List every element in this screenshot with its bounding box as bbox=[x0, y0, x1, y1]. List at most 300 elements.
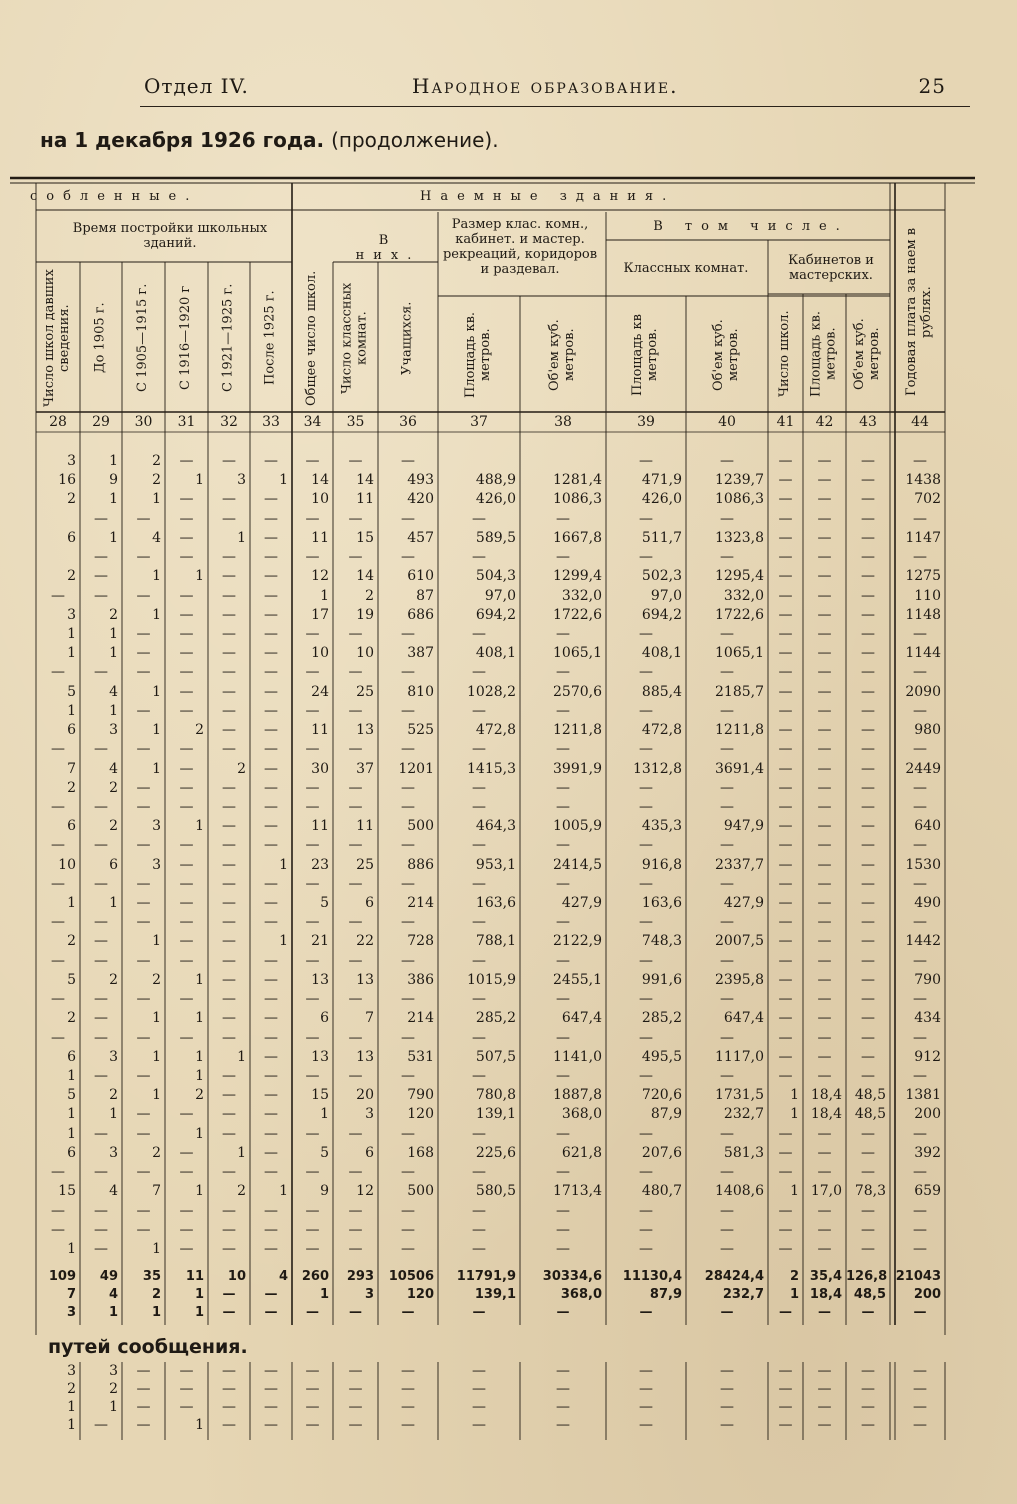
table-cell: 1028,2 bbox=[467, 684, 516, 700]
table-cell: — bbox=[264, 1417, 278, 1433]
table-cell: 4 bbox=[108, 1287, 118, 1302]
table-row bbox=[0, 932, 1017, 950]
table-cell: — bbox=[861, 1241, 875, 1257]
table-cell: — bbox=[817, 453, 832, 469]
column-label: Об'ем куб. метров. bbox=[852, 318, 882, 390]
table-cell: 1 bbox=[109, 626, 118, 642]
table-cell: — bbox=[305, 511, 320, 527]
table-cell: — bbox=[348, 703, 363, 719]
table-cell: — bbox=[264, 1287, 278, 1302]
table-cell: 3 bbox=[109, 1363, 118, 1379]
table-row bbox=[0, 683, 1017, 701]
table-cell: 4 bbox=[152, 530, 161, 546]
table-cell: — bbox=[51, 914, 65, 930]
table-cell: — bbox=[639, 453, 653, 469]
table-cell: — bbox=[817, 588, 832, 604]
table-row bbox=[0, 663, 1017, 681]
column-number: 36 bbox=[399, 414, 417, 430]
table-cell: 1887,8 bbox=[553, 1087, 602, 1103]
table-cell: 694,2 bbox=[475, 607, 516, 623]
table-cell: — bbox=[778, 1241, 793, 1257]
table-cell: — bbox=[778, 722, 793, 738]
table-cell: — bbox=[401, 876, 415, 892]
table-cell: — bbox=[913, 876, 927, 892]
table-cell: 435,3 bbox=[641, 818, 682, 834]
table-cell: 1 bbox=[152, 1010, 161, 1026]
table-cell: — bbox=[861, 780, 875, 796]
table-cell: — bbox=[639, 1126, 653, 1142]
table-cell: — bbox=[720, 626, 734, 642]
table-cell: 7 bbox=[365, 1010, 374, 1026]
table-cell: — bbox=[136, 645, 151, 661]
table-cell: — bbox=[401, 780, 415, 796]
column-label: Общее число школ. bbox=[304, 270, 320, 406]
table-cell: 912 bbox=[914, 1049, 941, 1065]
table-cell: 3 bbox=[364, 1287, 374, 1302]
table-cell: — bbox=[264, 684, 278, 700]
table-cell: — bbox=[401, 1030, 415, 1046]
table-cell: — bbox=[136, 895, 151, 911]
table-cell: 368,0 bbox=[561, 1106, 602, 1122]
table-cell: — bbox=[720, 1363, 734, 1379]
column-number: 28 bbox=[49, 414, 67, 430]
table-cell: — bbox=[720, 1030, 734, 1046]
table-cell: — bbox=[817, 1417, 832, 1433]
table-cell: 580,5 bbox=[475, 1183, 516, 1199]
table-cell: — bbox=[264, 741, 278, 757]
table-cell: 1 bbox=[195, 1049, 204, 1065]
table-cell: — bbox=[348, 549, 363, 565]
table-cell: — bbox=[556, 1068, 570, 1084]
table-cell: — bbox=[401, 837, 415, 853]
table-cell: — bbox=[556, 953, 570, 969]
column-number: 37 bbox=[470, 414, 488, 430]
column-label: Число школ давших сведения. bbox=[42, 269, 72, 407]
table-cell: 293 bbox=[346, 1269, 374, 1284]
table-cell: 200 bbox=[914, 1106, 941, 1122]
table-cell: 1281,4 bbox=[553, 472, 602, 488]
table-cell: 1 bbox=[237, 530, 246, 546]
table-cell: — bbox=[401, 1305, 415, 1320]
table-cell: — bbox=[348, 780, 363, 796]
table-cell: — bbox=[94, 1417, 108, 1433]
table-cell: 472,8 bbox=[641, 722, 682, 738]
table-cell: — bbox=[94, 1241, 108, 1257]
table-cell: — bbox=[222, 1087, 236, 1103]
table-cell: 720,6 bbox=[641, 1087, 682, 1103]
column-label: Площадь кв метров. bbox=[630, 314, 660, 396]
table-cell: — bbox=[51, 1222, 65, 1238]
table-cell: — bbox=[348, 1417, 363, 1433]
table-cell: — bbox=[222, 626, 236, 642]
table-cell: — bbox=[264, 588, 278, 604]
table-cell: 2090 bbox=[905, 684, 941, 700]
table-cell: 1 bbox=[109, 530, 118, 546]
table-cell: 7 bbox=[67, 761, 76, 777]
table-cell: — bbox=[348, 837, 363, 853]
table-cell: 6 bbox=[109, 857, 118, 873]
table-cell: 1 bbox=[109, 895, 118, 911]
table-cell: — bbox=[136, 588, 151, 604]
table-cell: 1 bbox=[109, 703, 118, 719]
table-cell: — bbox=[817, 1363, 832, 1379]
table-cell: 48,5 bbox=[853, 1287, 886, 1302]
table-cell: — bbox=[136, 914, 151, 930]
table-cell: 1015,9 bbox=[467, 972, 516, 988]
total-row bbox=[0, 1286, 1017, 1304]
table-cell: 5 bbox=[67, 972, 76, 988]
table-cell: 885,4 bbox=[641, 684, 682, 700]
column-number: 41 bbox=[776, 414, 795, 430]
table-cell: — bbox=[136, 511, 151, 527]
table-cell: — bbox=[778, 741, 793, 757]
table-cell: — bbox=[472, 1203, 486, 1219]
table-cell: — bbox=[306, 1305, 319, 1320]
table-cell: — bbox=[639, 1305, 653, 1320]
table-cell: — bbox=[94, 588, 108, 604]
table-cell: 13 bbox=[311, 1049, 329, 1065]
column-label: Число школ. bbox=[777, 310, 793, 398]
table-row bbox=[0, 567, 1017, 585]
column-number: 31 bbox=[177, 414, 196, 430]
table-cell: 87 bbox=[416, 588, 434, 604]
table-cell: — bbox=[817, 857, 832, 873]
table-cell: — bbox=[472, 799, 486, 815]
table-cell: 2 bbox=[67, 568, 76, 584]
table-cell: — bbox=[861, 664, 875, 680]
table-cell: 18,4 bbox=[810, 1106, 842, 1122]
column-label: Учащихся. bbox=[399, 301, 415, 375]
table-cell: — bbox=[778, 703, 793, 719]
table-cell: — bbox=[861, 607, 875, 623]
table-cell: 368,0 bbox=[560, 1287, 602, 1302]
table-cell: — bbox=[222, 1417, 236, 1433]
table-cell: — bbox=[305, 1363, 320, 1379]
table-cell: — bbox=[136, 664, 151, 680]
table-cell: — bbox=[264, 530, 278, 546]
table-cell: 1 bbox=[789, 1287, 799, 1302]
table-cell: 2395,8 bbox=[715, 972, 764, 988]
table-cell: 1 bbox=[109, 645, 118, 661]
table-cell: — bbox=[472, 626, 486, 642]
table-cell: — bbox=[348, 1241, 363, 1257]
header-size: Размер клас. комн., кабинет. и мастер. рекреаций, коридоров и раздевал. bbox=[442, 217, 598, 277]
table-cell: — bbox=[136, 741, 151, 757]
table-cell: — bbox=[222, 1241, 236, 1257]
table-cell: 780,8 bbox=[475, 1087, 516, 1103]
table-cell: 97,0 bbox=[484, 588, 516, 604]
table-cell: — bbox=[348, 1126, 363, 1142]
table-cell: — bbox=[305, 549, 320, 565]
table-cell: — bbox=[222, 1399, 236, 1415]
table-cell: 1144 bbox=[905, 645, 941, 661]
column-number: 34 bbox=[303, 414, 322, 430]
table-cell: 1438 bbox=[905, 472, 941, 488]
table-cell: 3 bbox=[66, 1305, 76, 1320]
table-cell: 728 bbox=[407, 933, 434, 949]
table-cell: — bbox=[817, 741, 832, 757]
table-cell: — bbox=[222, 664, 236, 680]
table-cell: — bbox=[639, 953, 653, 969]
table-cell: 1065,1 bbox=[715, 645, 764, 661]
table-cell: — bbox=[639, 1417, 653, 1433]
table-cell: — bbox=[861, 530, 875, 546]
table-cell: — bbox=[349, 1305, 362, 1320]
table-cell: — bbox=[817, 684, 832, 700]
table-cell: 1065,1 bbox=[553, 645, 602, 661]
table-cell: 1 bbox=[195, 1417, 204, 1433]
table-cell: — bbox=[305, 953, 320, 969]
table-cell: — bbox=[778, 472, 793, 488]
table-cell: — bbox=[222, 645, 236, 661]
table-cell: — bbox=[179, 761, 194, 777]
table-cell: — bbox=[639, 1241, 653, 1257]
table-cell: — bbox=[639, 1363, 653, 1379]
table-cell: 2 bbox=[152, 1145, 161, 1161]
table-cell: — bbox=[264, 876, 278, 892]
table-cell: 1005,9 bbox=[553, 818, 602, 834]
table-cell: 790 bbox=[914, 972, 941, 988]
table-cell: 472,8 bbox=[475, 722, 516, 738]
table-cell: 120 bbox=[407, 1106, 434, 1122]
table-cell: 2 bbox=[109, 972, 118, 988]
table-cell: 2 bbox=[195, 722, 204, 738]
table-cell: — bbox=[222, 837, 236, 853]
table-cell: 163,6 bbox=[475, 895, 516, 911]
table-cell: — bbox=[222, 741, 236, 757]
column-number: 38 bbox=[554, 414, 572, 430]
table-cell: 200 bbox=[913, 1287, 941, 1302]
table-cell: — bbox=[817, 530, 832, 546]
table-cell: — bbox=[222, 914, 236, 930]
table-row bbox=[0, 990, 1017, 1008]
table-cell: 11 bbox=[356, 491, 374, 507]
table-cell: — bbox=[136, 876, 151, 892]
table-cell: 48,5 bbox=[854, 1087, 886, 1103]
table-cell: 3 bbox=[365, 1106, 374, 1122]
table-cell: — bbox=[861, 972, 875, 988]
column-label: Об'ем куб. метров. bbox=[547, 319, 577, 391]
table-cell: 1 bbox=[152, 933, 161, 949]
table-cell: — bbox=[861, 626, 875, 642]
table-cell: — bbox=[222, 1305, 236, 1320]
table-cell: 30334,6 bbox=[542, 1269, 602, 1284]
table-cell: — bbox=[348, 511, 363, 527]
table-cell: 6 bbox=[365, 895, 374, 911]
table-cell: — bbox=[556, 741, 570, 757]
table-cell: 7 bbox=[152, 1183, 161, 1199]
table-cell: — bbox=[401, 1222, 415, 1238]
table-cell: 260 bbox=[301, 1269, 329, 1284]
table-cell: — bbox=[913, 1203, 927, 1219]
table-cell: — bbox=[778, 1363, 793, 1379]
table-cell: — bbox=[401, 1363, 415, 1379]
table-cell: — bbox=[136, 1164, 151, 1180]
table-cell: 17,0 bbox=[810, 1183, 842, 1199]
table-cell: 332,0 bbox=[561, 588, 602, 604]
table-cell: 18,4 bbox=[810, 1087, 842, 1103]
table-cell: — bbox=[861, 933, 875, 949]
table-cell: 10 bbox=[227, 1269, 246, 1284]
table-cell: — bbox=[264, 818, 278, 834]
table-cell: 110 bbox=[914, 588, 941, 604]
table-cell: — bbox=[94, 953, 108, 969]
table-cell: — bbox=[94, 799, 108, 815]
table-cell: — bbox=[222, 933, 236, 949]
table-cell: 16 bbox=[58, 472, 76, 488]
table-cell: — bbox=[639, 741, 653, 757]
table-cell: 3 bbox=[109, 1145, 118, 1161]
table-row bbox=[0, 740, 1017, 758]
table-cell: — bbox=[264, 626, 278, 642]
table-cell: — bbox=[778, 914, 793, 930]
table-cell: 947,9 bbox=[723, 818, 764, 834]
table-cell: — bbox=[136, 703, 151, 719]
table-cell: — bbox=[913, 953, 927, 969]
table-cell: — bbox=[222, 588, 236, 604]
table-cell: — bbox=[817, 953, 832, 969]
table-cell: 22 bbox=[356, 933, 374, 949]
total-row bbox=[0, 1268, 1017, 1286]
table-cell: 457 bbox=[407, 530, 434, 546]
table-cell: — bbox=[179, 1106, 194, 1122]
table-cell: — bbox=[556, 914, 570, 930]
table-cell: — bbox=[264, 607, 278, 623]
table-cell: — bbox=[348, 876, 363, 892]
table-cell: 2455,1 bbox=[553, 972, 602, 988]
table-cell: — bbox=[94, 876, 108, 892]
table-cell: — bbox=[179, 511, 194, 527]
table-row bbox=[0, 779, 1017, 797]
table-cell: — bbox=[472, 1164, 486, 1180]
table-row bbox=[0, 1125, 1017, 1143]
table-cell: — bbox=[222, 607, 236, 623]
table-cell: — bbox=[348, 626, 363, 642]
table-cell: — bbox=[778, 568, 793, 584]
table-row bbox=[0, 817, 1017, 835]
table-row bbox=[0, 702, 1017, 720]
table-cell: — bbox=[817, 1030, 832, 1046]
table-cell: — bbox=[778, 1399, 793, 1415]
table-cell: — bbox=[264, 1381, 278, 1397]
table-cell: — bbox=[401, 549, 415, 565]
table-cell: 1 bbox=[151, 1305, 161, 1320]
table-cell: — bbox=[305, 1417, 320, 1433]
table-cell: — bbox=[639, 876, 653, 892]
table-cell: 23 bbox=[311, 857, 329, 873]
table-cell: — bbox=[222, 972, 236, 988]
table-cell: — bbox=[305, 837, 320, 853]
table-cell: — bbox=[778, 799, 793, 815]
table-cell: — bbox=[861, 1049, 875, 1065]
table-row bbox=[0, 1105, 1017, 1123]
table-cell: — bbox=[817, 645, 832, 661]
table-cell: — bbox=[556, 799, 570, 815]
table-row bbox=[0, 1029, 1017, 1047]
table-cell: — bbox=[348, 1203, 363, 1219]
table-cell: — bbox=[305, 1222, 320, 1238]
table-cell: — bbox=[913, 780, 927, 796]
table-cell: 6 bbox=[67, 1049, 76, 1065]
table-cell: — bbox=[778, 626, 793, 642]
table-cell: — bbox=[817, 1203, 832, 1219]
table-cell: 28424,4 bbox=[704, 1269, 764, 1284]
table-cell: 1530 bbox=[905, 857, 941, 873]
table-cell: — bbox=[913, 664, 927, 680]
table-cell: 3 bbox=[67, 1363, 76, 1379]
table-row bbox=[0, 760, 1017, 778]
table-cell: — bbox=[778, 684, 793, 700]
table-cell: — bbox=[51, 991, 65, 1007]
table-cell: — bbox=[94, 1010, 108, 1026]
table-cell: — bbox=[556, 780, 570, 796]
table-cell: — bbox=[861, 837, 875, 853]
table-cell: 1323,8 bbox=[715, 530, 764, 546]
table-row bbox=[0, 606, 1017, 624]
table-cell: — bbox=[778, 1145, 793, 1161]
table-cell: — bbox=[222, 1381, 236, 1397]
table-cell: 621,8 bbox=[561, 1145, 602, 1161]
table-cell: 810 bbox=[407, 684, 434, 700]
table-cell: 2570,6 bbox=[553, 684, 602, 700]
table-cell: — bbox=[264, 1049, 278, 1065]
table-cell: — bbox=[817, 511, 832, 527]
table-cell: — bbox=[720, 991, 734, 1007]
table-cell: — bbox=[94, 1030, 108, 1046]
table-cell: — bbox=[472, 741, 486, 757]
table-cell: 1312,8 bbox=[633, 761, 682, 777]
table-cell: 285,2 bbox=[641, 1010, 682, 1026]
table-cell: 30 bbox=[311, 761, 329, 777]
table-cell: — bbox=[778, 1164, 793, 1180]
table-cell: — bbox=[264, 568, 278, 584]
table-cell: — bbox=[861, 472, 875, 488]
column-label: Площадь кв. метров. bbox=[463, 311, 493, 399]
column-label: С 1921—1925 г. bbox=[220, 283, 236, 393]
table-cell: — bbox=[264, 549, 278, 565]
table-cell: — bbox=[264, 1126, 278, 1142]
table-cell: — bbox=[264, 953, 278, 969]
table-cell: — bbox=[94, 933, 108, 949]
table-cell: — bbox=[556, 1399, 570, 1415]
table-cell: — bbox=[817, 933, 832, 949]
table-cell: — bbox=[51, 1164, 65, 1180]
table-cell: 2 bbox=[152, 472, 161, 488]
table-cell: 916,8 bbox=[641, 857, 682, 873]
table-cell: 3691,4 bbox=[715, 761, 764, 777]
table-cell: 1 bbox=[195, 472, 204, 488]
table-cell: 1 bbox=[152, 1049, 161, 1065]
table-cell: — bbox=[305, 1068, 320, 1084]
table-cell: 427,9 bbox=[561, 895, 602, 911]
table-cell: — bbox=[861, 799, 875, 815]
table-cell: 408,1 bbox=[641, 645, 682, 661]
table-cell: — bbox=[264, 972, 278, 988]
table-cell: — bbox=[94, 1126, 108, 1142]
table-cell: — bbox=[778, 607, 793, 623]
table-cell: 1 bbox=[152, 1087, 161, 1103]
table-cell: — bbox=[179, 914, 194, 930]
table-cell: 4 bbox=[109, 761, 118, 777]
table-cell: — bbox=[305, 876, 320, 892]
table-cell: 3 bbox=[109, 722, 118, 738]
table-cell: — bbox=[222, 568, 236, 584]
table-cell: 6 bbox=[67, 722, 76, 738]
table-cell: — bbox=[861, 1068, 875, 1084]
table-cell: 1 bbox=[67, 1126, 76, 1142]
table-cell: 488,9 bbox=[475, 472, 516, 488]
table-cell: — bbox=[720, 1381, 734, 1397]
